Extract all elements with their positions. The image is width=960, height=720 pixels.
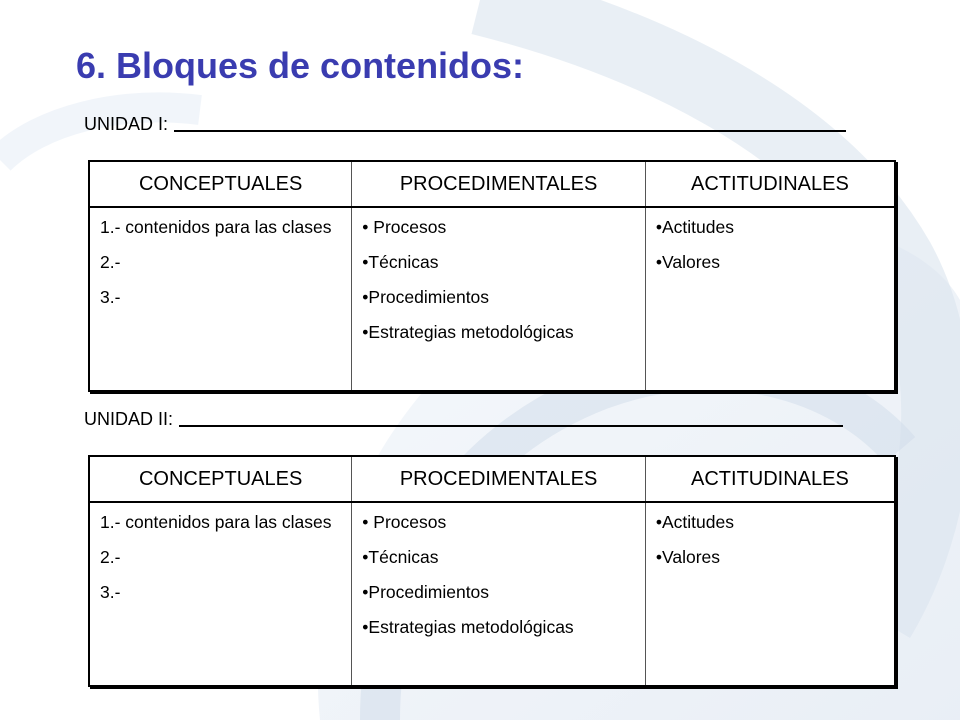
unit-2-label: UNIDAD II: — [84, 409, 174, 429]
list-item: 2.- — [100, 252, 121, 272]
header-conceptuales: CONCEPTUALES — [89, 161, 352, 207]
list-item: • Procesos — [362, 216, 635, 239]
cell-procedimentales — [352, 207, 646, 391]
table-row — [89, 502, 895, 686]
unit-1-underline — [174, 130, 846, 132]
list-item: • Procedimientos — [362, 286, 635, 309]
list-item: • Procesos — [362, 511, 635, 534]
header-actitudinales: ACTITUDINALES — [645, 456, 895, 502]
unit-2-content-table — [88, 455, 896, 687]
slide-title: 6. Bloques de contenidos: — [76, 45, 525, 86]
list-item: • Técnicas — [362, 251, 635, 274]
list-item: • Procedimientos — [362, 581, 635, 604]
unit-1-label: UNIDAD I: — [84, 114, 169, 134]
list-item: • Técnicas — [362, 546, 635, 569]
list-item: • Valores — [656, 546, 884, 569]
unit-1-content-table — [88, 160, 896, 392]
header-conceptuales: CONCEPTUALES — [89, 456, 352, 502]
header-procedimentales: PROCEDIMENTALES — [352, 161, 646, 207]
list-item: • Actitudes — [656, 511, 884, 534]
list-item: • Estrategias metodológicas — [362, 616, 635, 639]
list-item: 3.- — [100, 287, 121, 307]
header-actitudinales: ACTITUDINALES — [645, 161, 895, 207]
list-item: • Valores — [656, 251, 884, 274]
cell-conceptuales — [89, 207, 352, 391]
list-item: • Estrategias metodológicas — [362, 321, 635, 344]
list-item: • Actitudes — [656, 216, 884, 239]
table-row — [89, 207, 895, 391]
table-header-row — [89, 456, 895, 502]
cell-procedimentales — [352, 502, 646, 686]
header-procedimentales: PROCEDIMENTALES — [352, 456, 646, 502]
unit-2-heading — [84, 409, 843, 430]
list-item: 1.- contenidos para las clases — [100, 217, 332, 237]
list-item: 1.- contenidos para las clases — [100, 512, 332, 532]
cell-conceptuales — [89, 502, 352, 686]
unit-2-underline — [179, 425, 843, 427]
table-header-row — [89, 161, 895, 207]
cell-actitudinales — [645, 502, 895, 686]
list-item: 3.- — [100, 582, 121, 602]
unit-1-heading — [84, 114, 846, 135]
list-item: 2.- — [100, 547, 121, 567]
cell-actitudinales — [645, 207, 895, 391]
